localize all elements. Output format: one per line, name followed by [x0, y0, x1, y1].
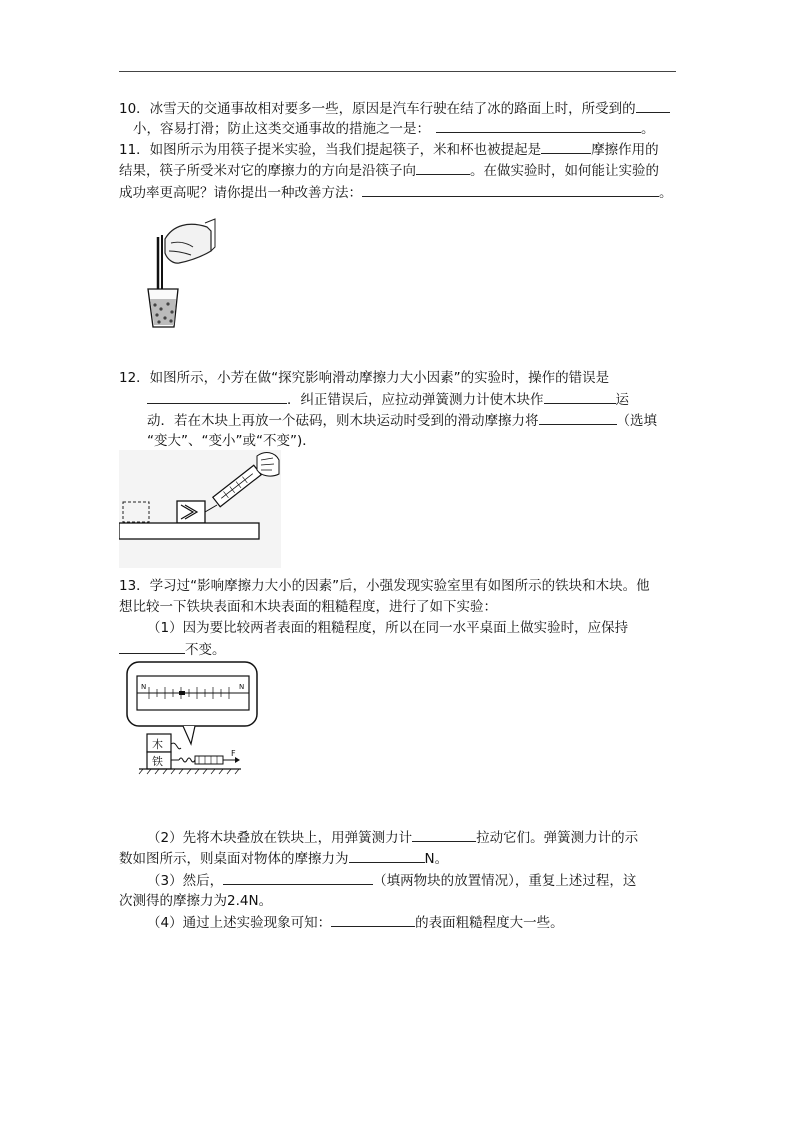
q10-line-1: 10．冰雪天的交通事故相对要多一些，原因是汽车行驶在结了冰的路面上时，所受到的	[119, 99, 670, 118]
q10-line-2: 小，容易打滑；防止这类交通事故的措施之一是： 。	[133, 121, 655, 137]
q13-part2-line-1: （2）先将木块叠放在铁块上，用弹簧测力计 拉动它们。弹簧测力计的示	[147, 830, 639, 846]
scale-unit-right: N	[239, 683, 245, 691]
iron-block-label: 铁	[152, 755, 163, 768]
scale-unit-left: N	[141, 683, 147, 691]
q13-line-2: 想比较一下铁块表面和木块表面的粗糙程度，进行了如下实验：	[119, 599, 497, 615]
q13-part3-line-2: 次测得的摩擦力为2.4N。	[119, 893, 273, 909]
q13-part2-line-2: 数如图所示，则桌面对物体的摩擦力为 N。	[119, 851, 449, 867]
answer-blank[interactable]	[331, 913, 415, 927]
friction-block-figure	[119, 450, 281, 568]
q13-part1-line-1: （1）因为要比较两者表面的粗糙程度，所以在同一水平桌面上做实验时，应保持	[147, 620, 629, 636]
answer-blank[interactable]	[223, 871, 373, 885]
q12-line-2: ．纠正错误后，应拉动弹簧测力计使木块作 运	[147, 390, 629, 409]
answer-blank[interactable]	[436, 119, 641, 133]
answer-blank[interactable]	[412, 828, 476, 842]
q12-line-4: “变大”、“变小”或“不变”)．	[147, 433, 316, 449]
q13-part4-line: （4）通过上述实验现象可知： 的表面粗糙程度大一些。	[147, 915, 564, 931]
answer-blank[interactable]	[362, 183, 659, 197]
q13-part3-line-1: （3）然后， （填两物块的放置情况），重复上述过程，这	[147, 873, 637, 889]
answer-blank[interactable]	[541, 140, 591, 154]
header-rule	[119, 71, 676, 72]
q13-line-1: 13．学习过“影响摩擦力大小的因素”后，小强发现实验室里有如图所示的铁块和木块。他	[119, 578, 650, 594]
q12-line-1: 12．如图所示，小芳在做“探究影响滑动摩擦力大小因素”的实验时，操作的错误是	[119, 370, 610, 386]
spring-scale-figure	[119, 660, 259, 776]
answer-blank[interactable]	[349, 849, 425, 863]
answer-blank[interactable]	[636, 99, 670, 113]
answer-blank[interactable]	[147, 390, 287, 404]
q11-line-2: 结果，筷子所受米对它的摩擦力的方向是沿筷子向 。在做实验时，如何能让实验的	[119, 163, 659, 179]
answer-blank[interactable]	[119, 640, 185, 654]
wood-block-label: 木	[152, 738, 163, 751]
q13-part1-line-2: 不变。	[119, 640, 226, 659]
answer-blank[interactable]	[416, 161, 470, 175]
answer-blank[interactable]	[544, 390, 616, 404]
q12-line-3: 动．若在木块上再放一个砝码，则木块运动时受到的滑动摩擦力将 （选填	[147, 413, 657, 429]
force-label: F	[231, 749, 236, 758]
q11-line-3: 成功率更高呢？请你提出一种改善方法： 。	[119, 185, 673, 201]
q11-line-1: 11．如图所示为用筷子提米实验，当我们提起筷子，米和杯也被提起是 摩擦作用的	[119, 142, 659, 158]
answer-blank[interactable]	[539, 411, 617, 425]
chopstick-rice-figure	[145, 217, 217, 329]
